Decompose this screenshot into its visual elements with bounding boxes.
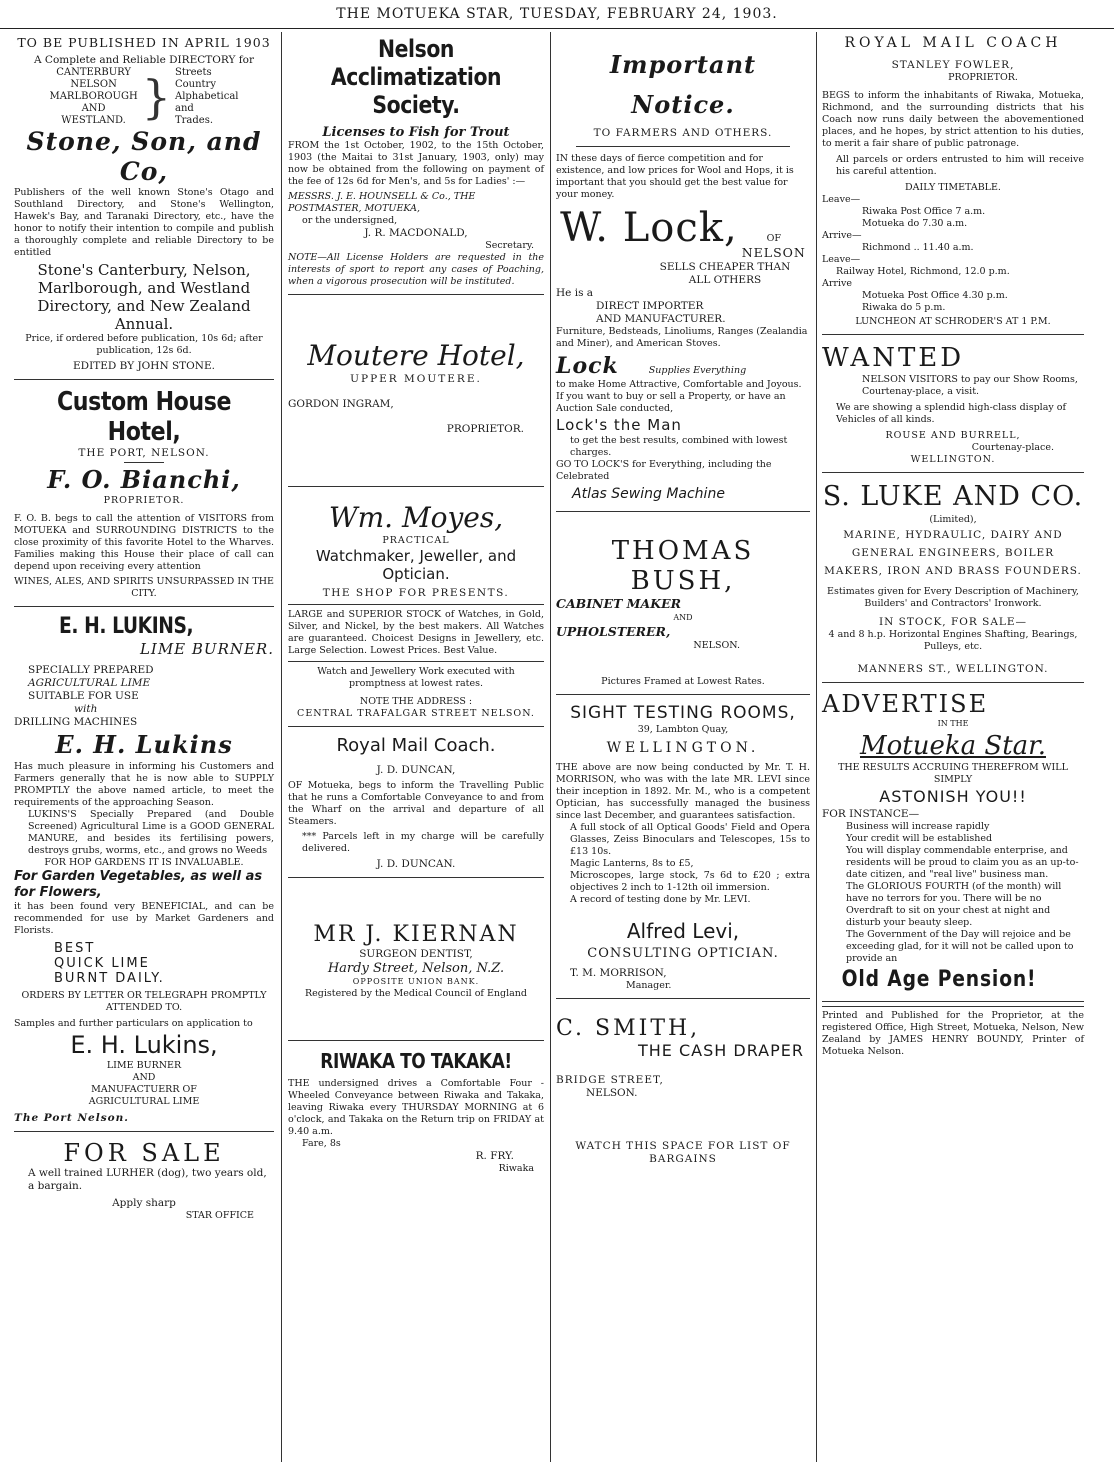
riwaka-takaka-ad — [288, 1045, 544, 1181]
smith-addr-1: BRIDGE STREET, — [556, 1074, 664, 1086]
region: CANTERBURY — [56, 67, 131, 78]
royal-owner: STANLEY FOWLER, — [891, 59, 1015, 71]
lukins-body-2: LUKINS'S Specially Prepared (and Double Screened) Agricultural Lime is a GOOD GENERAL MANURE, and besides its fertilising powers, destroys grubs, worms, etc., and grows no Weeds — [28, 809, 274, 856]
lock-of-nelson — [742, 233, 806, 261]
directory-regions — [14, 67, 274, 127]
lukins-name-2: E. H. Lukins — [55, 730, 233, 759]
riwaka-title: RIWAKA TO TAKAKA! — [320, 1049, 512, 1073]
moyes-body: LARGE and SUPERIOR STOCK of Watches, in Gold, Silver, and Nickel, by the best makers. All Watches are guaranteed. Choicest Designs in Jewellery, etc. Large Selection. Lowest Prices. Best Value. — [288, 609, 544, 656]
content-type: Alphabetical — [174, 91, 239, 102]
acclimatization-ad — [288, 32, 544, 295]
timetable-lunch: LUNCHEON AT SCHRODER'S AT 1 P.M. — [855, 316, 1051, 327]
wanted-body-1: NELSON VISITORS to pay our Show Rooms, Courtenay-place, a visit. — [862, 374, 1078, 397]
lukins-best — [14, 941, 274, 986]
luke-ad — [822, 477, 1084, 683]
mail-owner: J. D. DUNCAN, — [376, 764, 456, 776]
luke-addr: MANNERS ST., WELLINGTON. — [857, 663, 1049, 675]
sight-lanterns: Magic Lanterns, 8s to £5, — [570, 858, 694, 869]
lock-header — [556, 205, 810, 261]
region: MARLBOROUGH — [49, 91, 138, 102]
advertise-astonish: ASTONISH YOU!! — [879, 787, 1027, 806]
lock-supplies-row — [556, 353, 810, 379]
for-sale-ad — [14, 1136, 274, 1228]
column-rule — [816, 32, 817, 1462]
lock-heis: He is a — [556, 287, 594, 299]
timetable-title: DAILY TIMETABLE. — [905, 182, 1001, 193]
riwaka-body: THE undersigned drives a Comfortable Four - Wheeled Conveyance between Riwaka and Takaka, leaving Riwaka every THURSDAY MORNING at 6 o'clock, and Takaka on the Return trip on FRIDAY at 9.40 a.m. — [288, 1078, 544, 1137]
lock-nelson: NELSON — [741, 245, 806, 260]
smith-trade: THE CASH DRAPER — [638, 1041, 804, 1060]
timetable-leave: Leave— — [822, 254, 861, 265]
sight-body-1: THE above are now being conducted by Mr. T. H. MORRISON, who was with the late MR. LEVI since their inception in 1892. Mr. M., who is a competent Optician, has successfully managed the business since last December, and guarantees satisfaction. — [556, 762, 810, 821]
wanted-title: WANTED — [822, 343, 965, 373]
mail-title: Royal Mail Coach. — [336, 735, 496, 756]
advertise-item: Business will increase rapidly — [846, 821, 990, 832]
lukins-ad — [14, 611, 274, 1132]
content-type: and — [174, 103, 194, 114]
lukins-name-3: E. H. Lukins, — [70, 1031, 218, 1059]
best-line: BURNT DAILY. — [54, 971, 165, 986]
lukins-body-3: it has been found very BENEFICIAL, and can be recommended for use by Market Gardeners and Florists. — [14, 901, 274, 936]
lock-sells: SELLS CHEAPER THAN ALL OTHERS — [659, 261, 791, 286]
luke-trade: MARINE, HYDRAULIC, DAIRY AND GENERAL ENGINEERS, BOILER MAKERS, IRON AND BRASS FOUNDERS. — [824, 529, 1082, 577]
imprint — [822, 1006, 1084, 1064]
sight-city: WELLINGTON. — [606, 740, 760, 756]
moyes-name: Wm. Moyes, — [328, 501, 504, 534]
kiernan-addr: Hardy Street, Nelson, N.Z. — [327, 961, 505, 976]
lock-direct: DIRECT IMPORTER — [596, 300, 704, 312]
for-sale-title: FOR SALE — [63, 1139, 225, 1167]
timetable-row: Motueka Post Office 4.30 p.m. — [862, 290, 1008, 301]
lukins-line: SPECIALLY PREPARED — [28, 664, 154, 676]
masthead: THE MOTUEKA STAR, TUESDAY, FEBRUARY 24, 1903. — [0, 0, 1114, 29]
directory-body: Publishers of the well known Stone's Otago and Southland Directory, and Stone's Wellington, Hawek's Bay, and Taranaki Directory, etc., have the honor to notify their intention to compile and publish a thoroughly complete and reliable Directory to be entitled — [14, 187, 274, 258]
luke-est: Estimates given for Every Description of Machinery, Builders' and Contractors' Ironwork. — [827, 586, 1079, 609]
moyes-shop: THE SHOP FOR PRESENTS. — [322, 587, 510, 599]
bush-ad — [556, 516, 810, 695]
directory-intro: TO BE PUBLISHED IN APRIL 1903 — [17, 35, 271, 50]
moyes-note: NOTE THE ADDRESS : — [359, 696, 473, 707]
acclim-title: Nelson Acclimatization Society. — [330, 35, 502, 119]
lukins-body-1: Has much pleasure in informing his Customers and Farmers generally that he is now able to SUPPLY PROMPTLY the above named article, to meet the requirements of the approaching Season. — [14, 761, 274, 808]
luke-engines: 4 and 8 h.p. Horizontal Engines Shafting, Bearings, Pulleys, etc. — [828, 629, 1078, 652]
advertise-inthe: IN THE — [937, 719, 969, 728]
lukins-footer: MANUFACTUERR OF — [91, 1084, 197, 1095]
timetable-arrive: Arrive — [822, 278, 852, 289]
royal-parcels: All parcels or orders entrusted to him will receive his careful attention. — [836, 154, 1084, 177]
acclim-note: NOTE—All License Holders are requested in the interests of sport to report any cases of Poaching, when a vigorous prosecution will be instituted. — [288, 252, 544, 287]
directory-ad — [14, 32, 274, 380]
acclim-sig: J. R. MACDONALD, — [364, 227, 468, 239]
sight-manager-name: T. M. MORRISON, — [570, 967, 667, 979]
sight-body-2: A full stock of all Optical Goods' Field and Opera Glasses, Zeiss Binoculars and Telescopes, 15s to £13 10s. — [570, 822, 810, 857]
timetable-row: Riwaka do 5 p.m. — [862, 302, 946, 313]
smith-watch: WATCH THIS SPACE FOR LIST OF BARGAINS — [575, 1140, 791, 1165]
lock-notice-ad — [556, 32, 810, 512]
lukins-footer: LIME BURNER — [106, 1060, 182, 1071]
lock-property: If you want to buy or sell a Property, or have an Auction Sale conducted, — [556, 391, 786, 414]
moutere-ad — [288, 299, 544, 487]
column-1 — [10, 32, 278, 1462]
lock-name: W. Lock, — [560, 205, 738, 251]
column-3 — [552, 32, 814, 1462]
hotel-body: F. O. B. begs to call the attention of VISITORS from MOTUEKA and SURROUNDING DISTRICTS to the close proximity of this favorite Hotel to the Wharves. Families making this House their place of call can depend upon receiving every attention — [14, 513, 274, 572]
sight-record: A record of testing done by Mr. LEVI. — [570, 894, 751, 905]
lock-atlas: Atlas Sewing Machine — [572, 486, 725, 502]
best-line: QUICK LIME — [54, 956, 150, 971]
custom-house-ad — [14, 384, 274, 607]
moutere-prop: PROPRIETOR. — [446, 423, 524, 435]
bush-name: THOMAS BUSH, — [611, 536, 755, 596]
royal-title: ROYAL MAIL COACH — [844, 35, 1062, 51]
lukins-line: with — [74, 703, 98, 715]
bush-trade-1: CABINET MAKER — [556, 596, 681, 611]
lukins-port: The Port Nelson. — [14, 1112, 129, 1124]
timetable-row: Railway Hotel, Richmond, 12.0 p.m. — [836, 266, 1010, 277]
lukins-orders: ORDERS BY LETTER OR TELEGRAPH PROMPTLY ATTENDED TO. — [21, 990, 267, 1013]
lukins-footer: AGRICULTURAL LIME — [88, 1096, 200, 1107]
wanted-city: WELLINGTON. — [910, 454, 996, 465]
sight-optician: Alfred Levi, — [626, 919, 740, 943]
moyes-addr: CENTRAL TRAFALGAR STREET NELSON. — [297, 708, 535, 719]
lukins-name: E. H. LUKINS, — [59, 614, 194, 639]
brace-icon: } — [141, 70, 171, 124]
lock-manu: AND MANUFACTURER. — [596, 313, 726, 325]
timetable-row: Riwaka Post Office 7 a.m. — [862, 206, 986, 217]
lukins-trade: LIME BURNER. — [139, 640, 274, 658]
timetable-arrive: Arrive— — [822, 230, 862, 241]
advertise-item: The GLORIOUS FOURTH (of the month) will have no terrors for you. There will be no Overdraft to sit on your chest at night and disturb your beauty sleep. — [846, 881, 1062, 928]
notice-body: IN these days of fierce competition and for existence, and low prices for Wool and Hops, it is important that you should get the best value for your money. — [556, 153, 794, 200]
bush-pictures: Pictures Framed at Lowest Rates. — [601, 676, 765, 687]
advertise-instance: FOR INSTANCE— — [822, 808, 920, 820]
lukins-line: SUITABLE FOR USE — [28, 690, 139, 702]
bush-place: NELSON. — [693, 640, 740, 651]
column-4 — [818, 32, 1088, 1462]
smith-name: C. SMITH, — [556, 1016, 701, 1041]
column-rule — [550, 32, 551, 1462]
smith-addr-2: NELSON. — [586, 1087, 638, 1099]
kiernan-reg: Registered by the Medical Council of England — [305, 988, 527, 999]
for-sale-apply: Apply sharp — [112, 1197, 176, 1209]
lock-goto: GO TO LOCK'S for Everything, including the Celebrated — [556, 459, 772, 482]
luke-ltd: (Limited), — [929, 514, 977, 525]
acclim-sub: Licenses to Fish for Trout — [322, 125, 510, 140]
lukins-lines — [14, 664, 274, 729]
lock-supplies: Supplies Everything — [648, 365, 747, 376]
notice-to: TO FARMERS AND OTHERS. — [593, 127, 773, 139]
kiernan-ad — [288, 882, 544, 1041]
advertise-paper: Motueka Star. — [860, 731, 1046, 761]
advertise-ad — [822, 687, 1084, 1002]
luke-name: S. LUKE AND CO. — [822, 481, 1084, 512]
content-type: Trades. — [174, 115, 214, 126]
royal-prop: PROPRIETOR. — [948, 72, 1018, 83]
publisher-name: Stone, Son, and Co, — [26, 127, 262, 186]
notice-title: Important Notice. — [609, 50, 757, 119]
directory-price: Price, if ordered before publication, 10s 6d; after publication, 12s 6d. — [25, 333, 263, 356]
fowler-coach-ad — [822, 32, 1084, 335]
wanted-body-2: We are showing a splendid high-class display of Vehicles of all kinds. — [836, 402, 1066, 425]
content-type: Country — [174, 79, 216, 90]
timetable-row: Richmond .. 11.40 a.m. — [862, 242, 974, 253]
riwaka-fare: Fare, 8s — [302, 1138, 341, 1149]
lukins-line: DRILLING MACHINES — [14, 716, 138, 728]
acclim-sec: Secretary. — [485, 240, 534, 251]
advertise-item: Your credit will be established — [846, 833, 993, 844]
hotel-wines: WINES, ALES, AND SPIRITS UNSURPASSED IN THE CITY. — [14, 576, 274, 599]
region: WESTLAND. — [61, 115, 126, 126]
moyes-ad — [288, 491, 544, 727]
wanted-addr: Courtenay-place. — [971, 442, 1054, 453]
lock-of: OF — [766, 233, 781, 244]
lukins-hop: FOR HOP GARDENS IT IS INVALUABLE. — [44, 857, 244, 868]
for-sale-body: A well trained LURHER (dog), two years old, a bargain. — [28, 1167, 267, 1192]
lock-man: Lock's the Man — [556, 416, 682, 434]
wanted-ad — [822, 339, 1084, 473]
column-rule — [281, 32, 282, 1462]
riwaka-sig: R. FRY. — [475, 1150, 514, 1162]
lock-goods: Furniture, Bedsteads, Linoliums, Ranges (Zealandia and Miner), and American Stoves. — [556, 326, 808, 349]
advertise-item: The Government of the Day will rejoice and be exceeding glad, for it will not be called upon to provide an — [846, 929, 1074, 964]
timetable-row: Motueka do 7.30 a.m. — [862, 218, 968, 229]
lukins-samples: Samples and further particulars on application to — [14, 1018, 253, 1029]
proprietor-name: F. O. Bianchi, — [47, 465, 241, 494]
luke-stock: IN STOCK, FOR SALE— — [878, 616, 1028, 628]
kiernan-opp: OPPOSITE UNION BANK. — [352, 977, 480, 986]
for-sale-office: STAR OFFICE — [185, 1210, 254, 1221]
wanted-name: ROUSE AND BURRELL, — [885, 430, 1021, 441]
sight-title: SIGHT TESTING ROOMS, — [570, 703, 796, 723]
advertise-pension: Old Age Pension! — [841, 967, 1037, 992]
sight-addr: 39, Lambton Quay, — [637, 724, 729, 735]
acclim-body: FROM the 1st October, 1902, to the 15th October, 1903 (the Maitai to 31st January, 1903, only) may now be obtained from the following on payment of the fee of 12s 6d for Men's, and 5s for Ladies' :— — [288, 140, 544, 187]
mail-parcels: *** Parcels left in my charge will be carefully delivered. — [302, 831, 544, 854]
advertise-title: ADVERTISE — [822, 690, 989, 718]
timetable-leave: Leave— — [822, 194, 861, 205]
lukins-garden: For Garden Vegetables, as well as for Flowers, — [14, 869, 263, 900]
moyes-practical: PRACTICAL — [382, 535, 450, 546]
lock-results: to get the best results, combined with lowest charges. — [570, 435, 788, 458]
bush-and: AND — [673, 613, 693, 622]
advertise-results: THE RESULTS ACCRUING THEREFROM WILL SIMPLY — [838, 762, 1068, 785]
mail-sig: J. D. DUNCAN. — [376, 858, 456, 870]
directory-title: Stone's Canterbury, Nelson, Marlborough, and Westland Directory, and New Zealand Annual. — [37, 261, 251, 333]
lock-home: to make Home Attractive, Comfortable and Joyous. — [556, 379, 802, 390]
lukins-footer: AND — [132, 1072, 156, 1083]
divider — [124, 462, 164, 463]
royal-mail-duncan-ad — [288, 731, 544, 878]
sight-trade: CONSULTING OPTICIAN. — [587, 946, 779, 961]
directory-sub: A Complete and Reliable DIRECTORY for — [34, 54, 254, 66]
region: NELSON — [70, 79, 117, 90]
sight-manager: Manager. — [626, 980, 672, 991]
moyes-trade: Watchmaker, Jeweller, and Optician. — [315, 547, 517, 583]
royal-body: BEGS to inform the inhabitants of Riwaka, Motueka, Richmond, and the surrounding districts that his Coach now runs daily between the abovementioned places, and he hopes, by strict attention to his duties, to merit a fair share of public patronage. — [822, 90, 1084, 149]
directory-editor: EDITED BY JOHN STONE. — [73, 360, 215, 372]
acclim-agents: MESSRS. J. E. HOUNSELL & Co., THE POSTMASTER, MOTUEKA, — [288, 191, 476, 214]
sight-testing-ad — [556, 699, 810, 999]
moutere-owner: GORDON INGRAM, — [288, 398, 394, 410]
kiernan-name: MR J. KIERNAN — [313, 922, 519, 947]
moutere-title: Moutere Hotel, — [307, 339, 525, 372]
moutere-place: UPPER MOUTERE. — [350, 373, 482, 385]
hotel-name: Custom House Hotel, — [56, 387, 232, 447]
hotel-place: THE PORT, NELSON. — [78, 447, 210, 459]
smith-ad — [556, 1003, 810, 1172]
best-line: BEST — [54, 941, 96, 956]
column-2 — [284, 32, 548, 1462]
kiernan-trade: SURGEON DENTIST, — [359, 948, 473, 960]
advertise-item: You will display commendable enterprise, and residents will be proud to claim you as an up-to-date citizen, and "real live" business man. — [846, 845, 1079, 880]
content-type: Streets — [174, 67, 212, 78]
moyes-repair: Watch and Jewellery Work executed with promptness at lowest rates. — [317, 666, 515, 689]
mail-body: OF Motueka, begs to inform the Travelling Public that he runs a Comfortable Conveyance to and from the Wharf on the arrival and departure of all Steamers. — [288, 780, 544, 827]
region: AND — [81, 103, 106, 114]
riwaka-place: Riwaka — [498, 1163, 534, 1174]
lukins-line: AGRICULTURAL LIME — [28, 677, 151, 689]
imprint-text: Printed and Published for the Proprietor, at the registered Office, High Street, Motueka, Nelson, New Zealand by JAMES HENRY BOUNDY, Printer of Motueka Nelson. — [822, 1010, 1084, 1057]
lock-word: Lock — [556, 353, 619, 379]
proprietor-label: PROPRIETOR. — [103, 495, 185, 506]
acclim-agents-2: or the undersigned, — [302, 215, 398, 226]
bush-trade-2: UPHOLSTERER, — [556, 624, 671, 639]
sight-micro: Microscopes, large stock, 7s 6d to £20 ; extra objectives 2 inch to 1-12th oil immersion. — [570, 870, 810, 893]
